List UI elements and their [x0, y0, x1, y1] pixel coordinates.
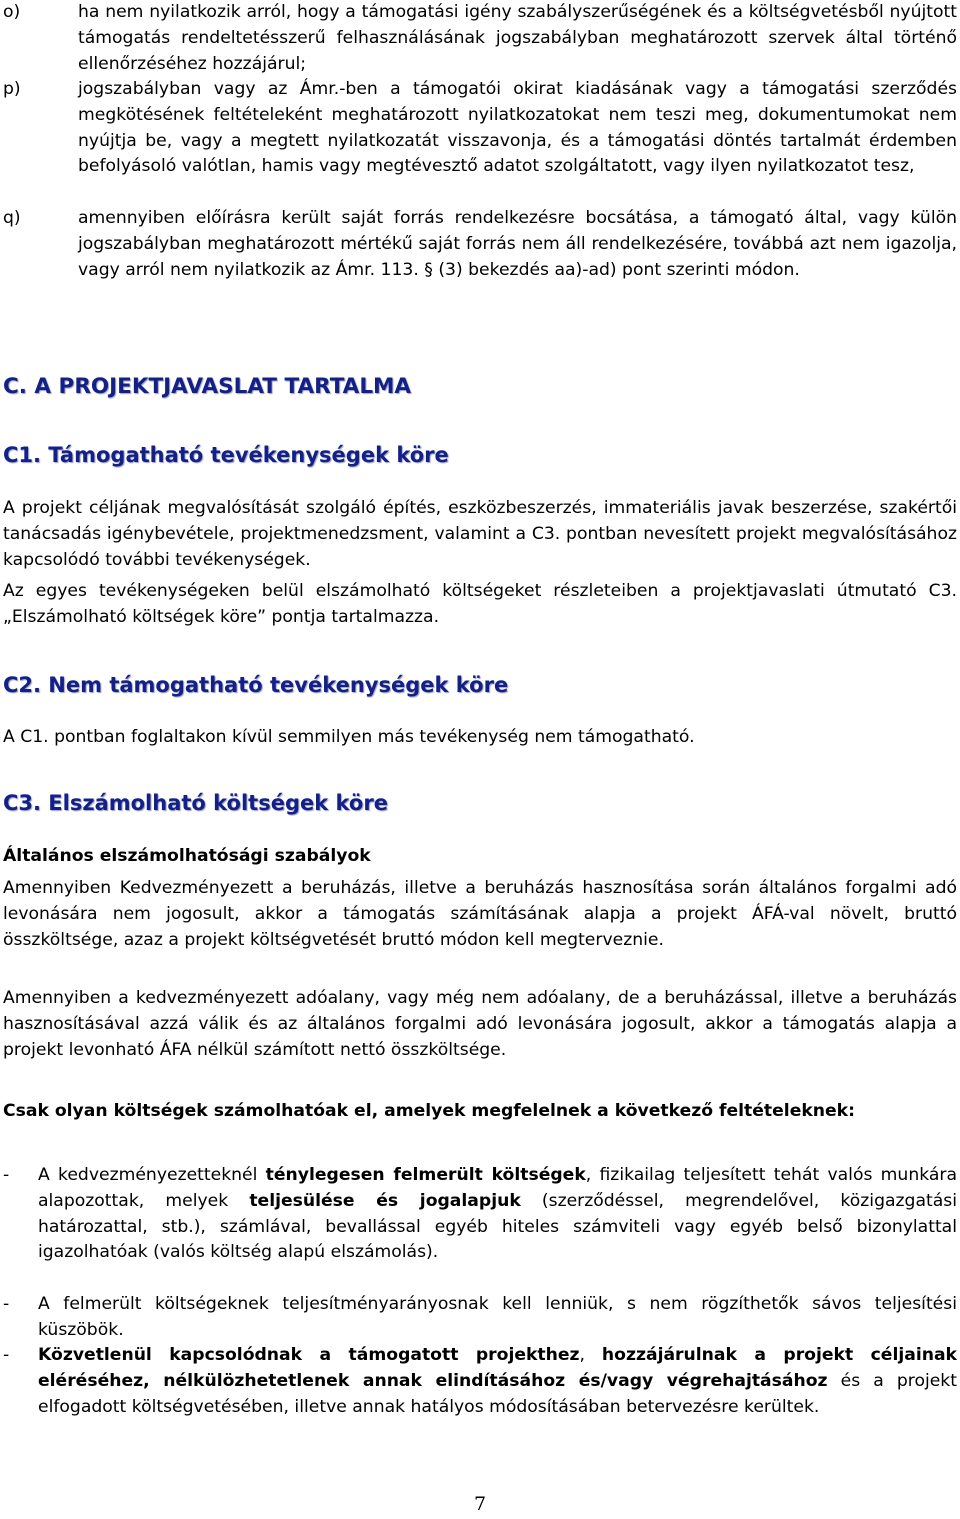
bullet-text: , fizikailag teljesített tehát valós munkára alapozottak, melyek	[38, 1165, 957, 1211]
list-item-p	[3, 77, 957, 180]
bullet-text: és a projekt elfogadott költségvetésében, illetve annak hatályos módosításában betervezésre kerültek.	[38, 1370, 957, 1417]
bullet-bold: Közvetlenül kapcsolódnak a támogatott projekthez	[38, 1345, 580, 1365]
condition-bullet-1	[3, 1163, 957, 1266]
item-label: p)	[3, 79, 21, 99]
conditions-intro: Csak olyan költségek számolhatóak el, amelyek megfelelnek a következő feltételeknek:	[3, 1101, 855, 1121]
condition-bullet-2	[3, 1292, 957, 1344]
list-item-q	[3, 206, 957, 283]
c3-heading: C3. Elszámolható költségek köre	[3, 791, 388, 815]
bullet-text: A felmerült költségeknek teljesítményarányosnak kell lenniük, s nem rögzíthetők sávos teljesítési küszöbök.	[38, 1294, 957, 1340]
c1-paragraph-1: A projekt céljának megvalósítását szolgáló építés, eszközbeszerzés, immateriális javak beszerzése, szakértői tanácsadás igénybevétele, projektmenedzsment, valamint a C3. pontban nevesített projekt megvalósításához kapcsolódó további tevékenységek.	[3, 498, 957, 570]
c2-heading: C2. Nem támogatható tevékenységek köre	[3, 673, 509, 697]
list-item-o	[3, 0, 957, 77]
c1-paragraph-2: Az egyes tevékenységeken belül elszámolható költségeket részleteiben a projektjavaslati útmutató C3. „Elszámolható költségek köre” pontja tartalmazza.	[3, 581, 957, 627]
condition-bullet-3	[3, 1343, 957, 1420]
item-label: q)	[3, 208, 21, 228]
bullet-text: (szerződéssel, megrendelővel, közigazgatási határozattal, stb.), számlával, bevallással egyéb hiteles számviteli vagy egyéb belső bizonylattal igazolhatóak (valós költség alapú elszámolás).	[38, 1190, 957, 1263]
c3-paragraph-1: Amennyiben Kedvezményezett a beruházás, illetve a beruházás hasznosítása során általános forgalmi adó levonására nem jogosult, akkor a támogatás számításának alapja a projekt ÁFÁ-val növelt, bruttó összköltsége, azaz a projekt költségvetését bruttó módon kell megterveznie.	[3, 878, 957, 950]
bullet-text: ,	[579, 1345, 602, 1365]
section-c-heading: C. A PROJEKTJAVASLAT TARTALMA	[3, 374, 412, 399]
bullet-dash: -	[3, 1165, 10, 1185]
bullet-bold: ténylegesen felmerült költségek	[265, 1165, 586, 1185]
c3-subheading: Általános elszámolhatósági szabályok	[3, 846, 371, 866]
page-number: 7	[473, 1493, 487, 1515]
bullet-text: A kedvezményezetteknél	[38, 1165, 266, 1185]
bullet-dash: -	[3, 1345, 10, 1365]
bullet-dash: -	[3, 1294, 10, 1314]
item-text: ha nem nyilatkozik arról, hogy a támogatási igény szabályszerűségének és a költségvetésből nyújtott támogatás rendeltetésszerű felhasználásának jogszabályban meghatározott szervek által történő ellenőrzéséhez hozzájárul;	[78, 2, 957, 74]
item-text: amennyiben előírásra került saját forrás rendelkezésre bocsátása, a támogató által, vagy külön jogszabályban meghatározott mértékű saját forrás nem áll rendelkezésére, továbbá azt nem igazolja, vagy arról nem nyilatkozik az Ámr. 113. § (3) bekezdés aa)-ad) pont szerinti módon.	[78, 208, 957, 280]
c1-heading: C1. Támogatható tevékenységek köre	[3, 443, 449, 467]
c3-paragraph-2: Amennyiben a kedvezményezett adóalany, vagy még nem adóalany, de a beruházással, illetve a beruházás hasznosításával azzá válik és az általános forgalmi adó levonására jogosult, akkor a támogatás alapja a projekt levonható ÁFA nélkül számított nettó összköltsége.	[3, 988, 957, 1060]
bullet-bold: hozzájárulnak a projekt céljainak eléréséhez, nélkülözhetetlenek annak elindításához és/vagy végrehajtásához	[38, 1345, 957, 1391]
c2-paragraph-1: A C1. pontban foglaltakon kívül semmilyen más tevékenység nem támogatható.	[3, 727, 695, 747]
item-label: o)	[3, 2, 21, 22]
bullet-bold: teljesülése és jogalapjuk	[249, 1190, 521, 1211]
item-text: jogszabályban vagy az Ámr.-ben a támogatói okirat kiadásának vagy a támogatási szerződés megkötésének feltételeként meghatározott nyilatkozatokat nem teszi meg, dokumentumokat nem nyújtja be, vagy a megtett nyilatkozatát visszavonja, és a támogatási döntés tartalmát érdemben befolyásoló valótlan, hamis vagy megtévesztő adatot szolgáltatott, vagy ilyen nyilatkozatot tesz,	[78, 79, 957, 177]
